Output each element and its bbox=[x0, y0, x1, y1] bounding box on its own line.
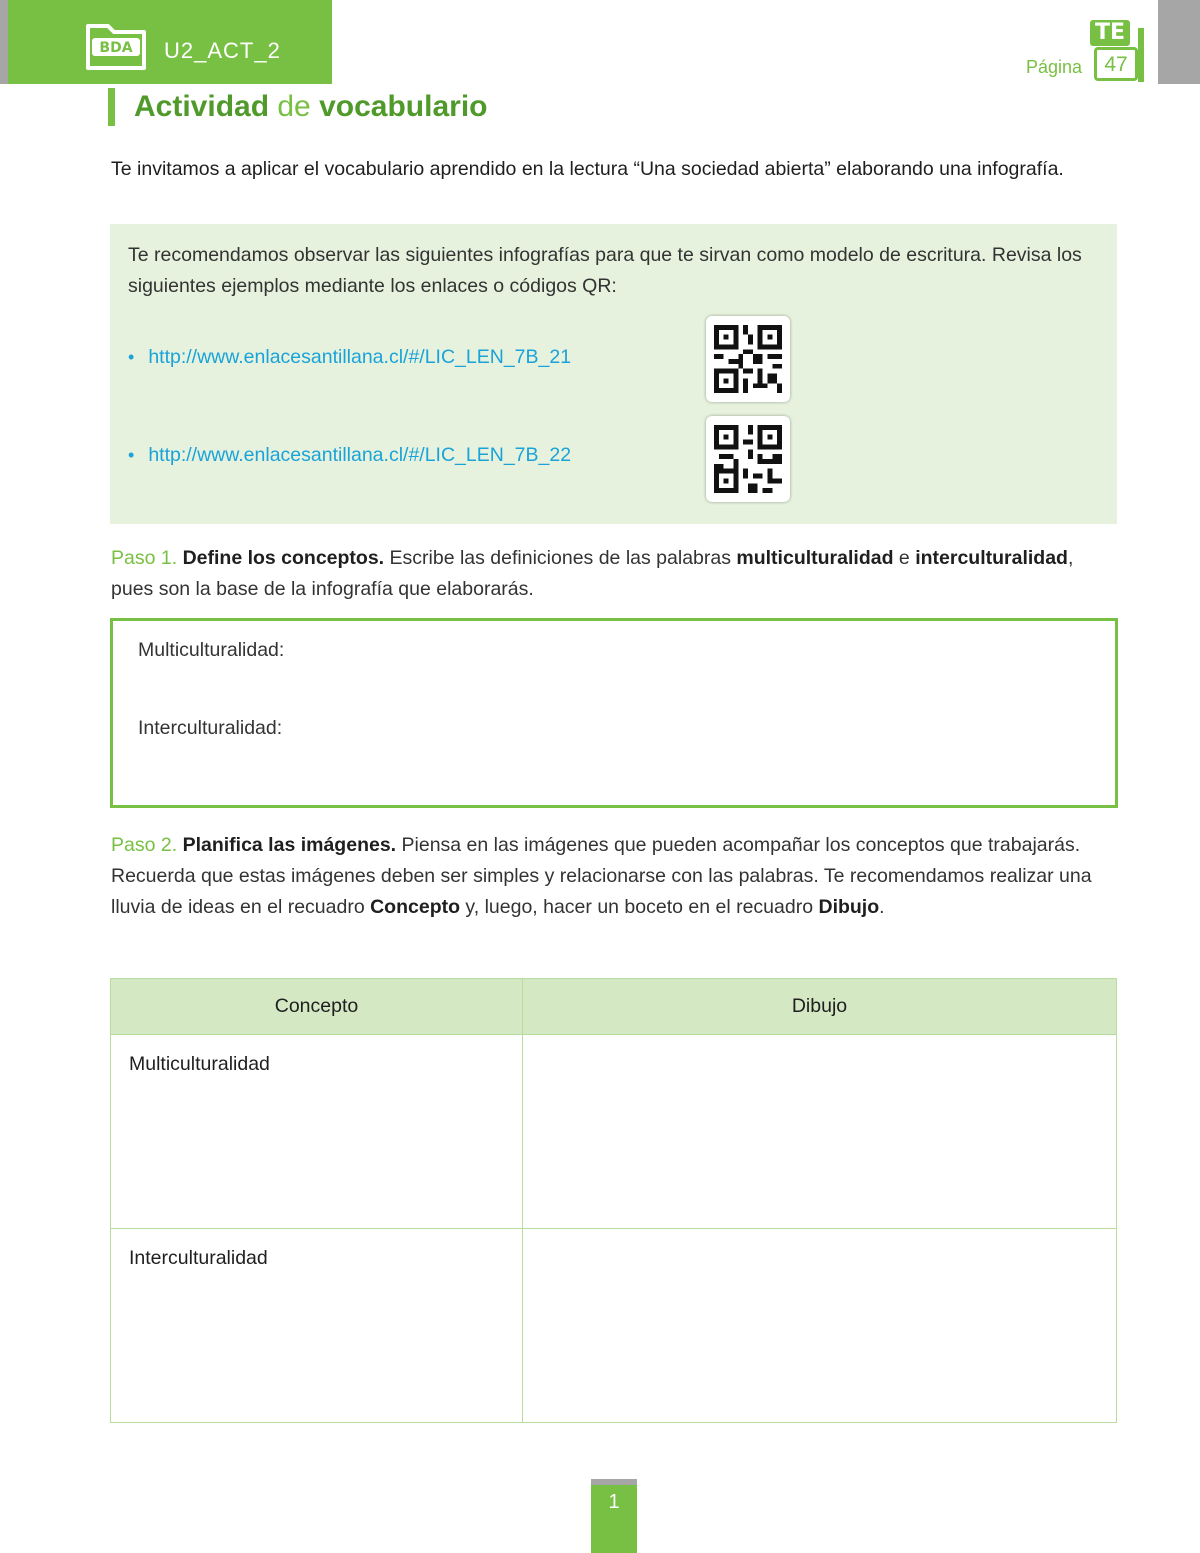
step-1-text: e bbox=[893, 547, 916, 569]
step-1-number: Paso 1. bbox=[111, 547, 178, 569]
qr-pattern-2 bbox=[714, 424, 782, 494]
step-2-text: y, luego, hacer un boceto en el recuadro bbox=[460, 896, 819, 918]
column-header-dibujo: Dibujo bbox=[523, 979, 1117, 1035]
table-header-row bbox=[111, 979, 1117, 1035]
step-1-instructions bbox=[111, 543, 1101, 605]
page-badge-rail bbox=[1138, 28, 1144, 82]
step-1-text: Escribe las definiciones de las palabras bbox=[384, 547, 737, 569]
qr-pattern-1 bbox=[714, 324, 782, 394]
page-badge-te: TE bbox=[1090, 20, 1130, 46]
qr-code-icon[interactable] bbox=[706, 416, 790, 502]
step-1-heading: Define los conceptos. bbox=[182, 547, 385, 569]
page-label: Página bbox=[1026, 57, 1083, 77]
definition-label-multiculturalidad: Multiculturalidad: bbox=[138, 639, 285, 661]
header-gray-strip-right bbox=[1158, 0, 1200, 84]
drawing-cell[interactable] bbox=[523, 1035, 1117, 1229]
page-badge bbox=[1090, 20, 1146, 86]
bullet: • bbox=[128, 347, 135, 367]
header-gray-strip-left bbox=[0, 0, 8, 84]
title-word-3: vocabulario bbox=[319, 90, 488, 123]
page-title bbox=[134, 90, 487, 124]
bda-logo-text: BDA bbox=[99, 40, 133, 56]
definitions-box[interactable] bbox=[110, 618, 1118, 808]
step-2-text: . bbox=[879, 896, 885, 918]
recommendation-box bbox=[110, 224, 1117, 524]
footer-page-label: 1 bbox=[608, 1491, 620, 1513]
step-2-instructions bbox=[111, 830, 1101, 923]
infographic-link-2[interactable]: http://www.enlacesantillana.cl/#/LIC_LEN_7B_22 bbox=[148, 444, 572, 466]
title-word-1: Actividad bbox=[134, 90, 270, 123]
table-row bbox=[111, 1229, 1117, 1423]
page-number: 47 bbox=[1094, 47, 1138, 81]
step-1-keyword: interculturalidad bbox=[915, 547, 1068, 569]
intro-text: Te invitamos a aplicar el vocabulario aprendido en la lectura “Una sociedad abierta” elaborando una infografía. bbox=[111, 158, 1064, 180]
qr-code-icon[interactable] bbox=[706, 316, 790, 402]
column-header-concepto: Concepto bbox=[111, 979, 523, 1035]
step-2-number: Paso 2. bbox=[111, 834, 178, 856]
concept-cell[interactable]: Interculturalidad bbox=[111, 1229, 523, 1423]
drawing-cell[interactable] bbox=[523, 1229, 1117, 1423]
bullet: • bbox=[128, 445, 135, 465]
definition-label-interculturalidad: Interculturalidad: bbox=[138, 717, 283, 739]
table-row bbox=[111, 1035, 1117, 1229]
bda-folder-icon bbox=[82, 16, 150, 72]
step-2-keyword: Dibujo bbox=[818, 896, 880, 918]
step-2-keyword: Concepto bbox=[370, 896, 461, 918]
concept-cell[interactable]: Multiculturalidad bbox=[111, 1035, 523, 1229]
step-1-text: , pues son la base de la infografía que elaborarás. bbox=[111, 547, 1074, 600]
title-word-2: de bbox=[277, 90, 311, 123]
title-accent-bar bbox=[108, 88, 115, 126]
activity-code: U2_ACT_2 bbox=[164, 38, 281, 63]
link-item bbox=[128, 346, 571, 369]
planning-table bbox=[110, 978, 1117, 1423]
step-2-text: Piensa en las imágenes que pueden acompañar los conceptos que trabajarás. Recuerda que estas imágenes deben ser simples y relacionarse con las palabras. Te recomendamos realizar una lluvia de ideas en el recuadro bbox=[111, 834, 1092, 918]
infographic-link-1[interactable]: http://www.enlacesantillana.cl/#/LIC_LEN_7B_21 bbox=[148, 346, 572, 368]
footer-page-number bbox=[591, 1479, 637, 1553]
step-1-keyword: multiculturalidad bbox=[736, 547, 894, 569]
link-item bbox=[128, 444, 571, 467]
recommendation-text: Te recomendamos observar las siguientes infografías para que te sirvan como modelo de escritura. Revisa los siguientes ejemplos mediante los enlaces o códigos QR: bbox=[128, 244, 1082, 297]
step-2-heading: Planifica las imágenes. bbox=[182, 834, 397, 856]
